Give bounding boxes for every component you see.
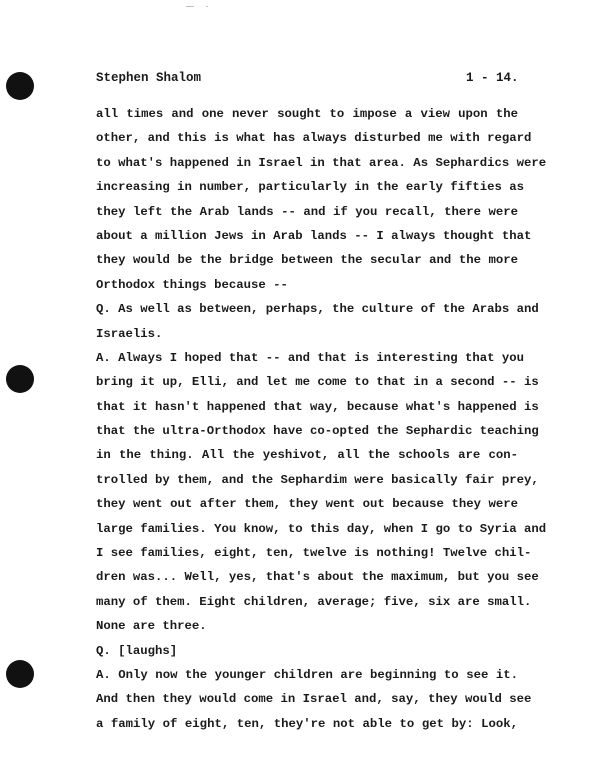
header-page-number: 1 - 14.: [466, 71, 519, 85]
transcript-line: that it hasn't happened that way, because what's happened is: [96, 399, 539, 414]
transcript-line: And then they would come in Israel and, say, they would see: [96, 692, 532, 707]
transcript-line: A. Only now the younger children are beginning to see it.: [96, 667, 518, 682]
transcript-line: other, and this is what has always disturbed me with regard: [96, 131, 532, 146]
binder-hole-bottom: [6, 660, 34, 688]
transcript-line: I see families, eight, ten, twelve is nothing! Twelve chil-: [96, 546, 532, 561]
transcript-line: large families. You know, to this day, when I go to Syria and: [96, 521, 547, 536]
scan-speck: [206, 6, 208, 7]
transcript-body: [96, 102, 547, 736]
transcript-line: many of them. Eight children, average; five, six are small.: [96, 594, 532, 609]
transcript-line: A. Always I hoped that -- and that is interesting that you: [96, 350, 525, 365]
transcript-line: all times and one never sought to impose a view upon the: [96, 107, 518, 121]
transcript-line: in the thing. All the yeshivot, all the schools are con-: [96, 448, 518, 463]
transcript-line: a family of eight, ten, they're not able to get by: Look,: [96, 716, 518, 731]
transcript-line: bring it up, Elli, and let me come to that in a second -- is: [96, 375, 539, 390]
transcript-line: they would be the bridge between the secular and the more: [96, 253, 518, 268]
transcript-line: about a million Jews in Arab lands -- I always thought that: [96, 228, 532, 243]
transcript-line: None are three.: [96, 619, 207, 634]
transcript-line: Israelis.: [96, 326, 163, 341]
binder-hole-top: [6, 72, 34, 100]
transcript-line: to what's happened in Israel in that area. As Sephardics were: [96, 155, 547, 170]
transcript-line: they left the Arab lands -- and if you recall, there were: [96, 204, 518, 219]
transcript-line: increasing in number, particularly in the early fifties as: [96, 180, 525, 195]
header-speaker-name: Stephen Shalom: [96, 71, 202, 85]
scan-speck: [186, 6, 194, 7]
transcript-line: Q. [laughs]: [96, 643, 178, 658]
transcript-line: they went out after them, they went out because they were: [96, 497, 518, 512]
transcript-line: that the ultra-Orthodox have co-opted the Sephardic teaching: [96, 424, 539, 439]
binder-hole-middle: [6, 365, 34, 393]
transcript-line: trolled by them, and the Sephardim were basically fair prey,: [96, 472, 539, 487]
transcript-line: Q. As well as between, perhaps, the culture of the Arabs and: [96, 302, 539, 317]
transcript-line: Orthodox things because --: [96, 277, 288, 292]
transcript-line: dren was... Well, yes, that's about the maximum, but you see: [96, 570, 539, 585]
